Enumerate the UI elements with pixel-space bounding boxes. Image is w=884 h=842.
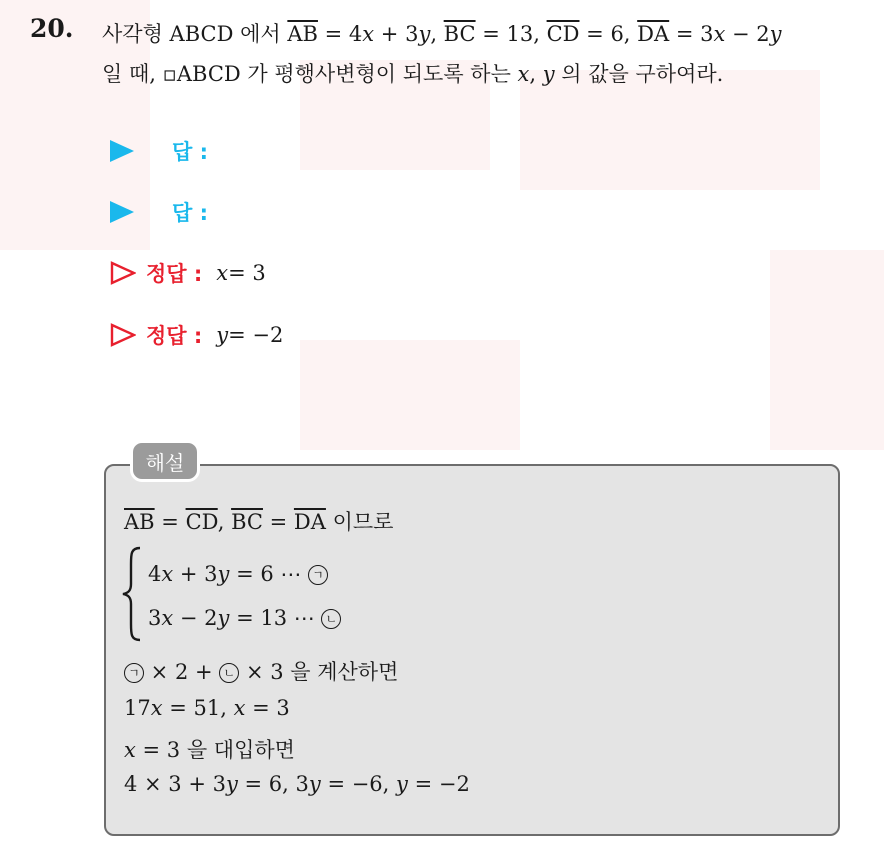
key-value: = 3 — [228, 261, 266, 285]
watermark-block — [520, 70, 820, 190]
answer-row-2[interactable] — [110, 197, 208, 227]
watermark-block — [300, 340, 520, 450]
answer-row-1[interactable] — [110, 136, 208, 166]
solution-line-7: 4 × 3 + 3y = 6, 3y = −6, y = −2 — [124, 772, 470, 796]
solution-line-1: $\overline{AB} = \overline{CD}$, $\overline{BC} = \overline{DA}$ 이므로 — [124, 510, 394, 534]
question-number: 20. — [30, 14, 74, 43]
solution-line-5: 17x = 51, x = 3 — [124, 696, 290, 720]
play-triangle-icon — [110, 201, 134, 223]
solution-line-6: x = 3 을 대입하면 — [124, 738, 295, 762]
answer-label: 답 : — [172, 201, 208, 225]
system-brace — [120, 546, 142, 642]
circled-label: ㄱ — [124, 663, 144, 683]
key-answer-row-2 — [110, 320, 283, 350]
key-variable: y — [216, 323, 229, 347]
key-answer-row-1 — [110, 258, 266, 288]
solution-tag: 해설 — [130, 440, 200, 482]
key-label: 정답 : — [146, 324, 203, 348]
key-variable: x — [216, 261, 229, 285]
key-value: = −2 — [228, 323, 284, 347]
system-equation-1: 4x + 3y = 6 ⋯ ㄱ — [148, 562, 328, 586]
solution-line-4: ㄱ × 2 + ㄴ × 3 을 계산하면 — [124, 656, 398, 686]
question-line-1: 사각형 ABCD 에서 $\overline{AB} = 4x + 3y$, $\overline{BC} = 13$, $\overline{CD} = 6$, $\overline{DA} = 3x - 2y$ — [102, 22, 782, 46]
circled-label: ㄴ — [219, 663, 239, 683]
circled-label: ㄴ — [321, 609, 341, 629]
play-triangle-icon — [110, 140, 134, 162]
key-label: 정답 : — [146, 262, 203, 286]
watermark-block — [770, 250, 884, 450]
question-line-2: 일 때, ▫ABCD 가 평행사변형이 되도록 하는 x, y 의 값을 구하여라. — [102, 62, 724, 86]
outline-triangle-icon — [110, 261, 136, 285]
system-equation-2: 3x − 2y = 13 ⋯ ㄴ — [148, 606, 341, 630]
circled-label: ㄱ — [308, 565, 328, 585]
outline-triangle-icon — [110, 323, 136, 347]
answer-label: 답 : — [172, 140, 208, 164]
